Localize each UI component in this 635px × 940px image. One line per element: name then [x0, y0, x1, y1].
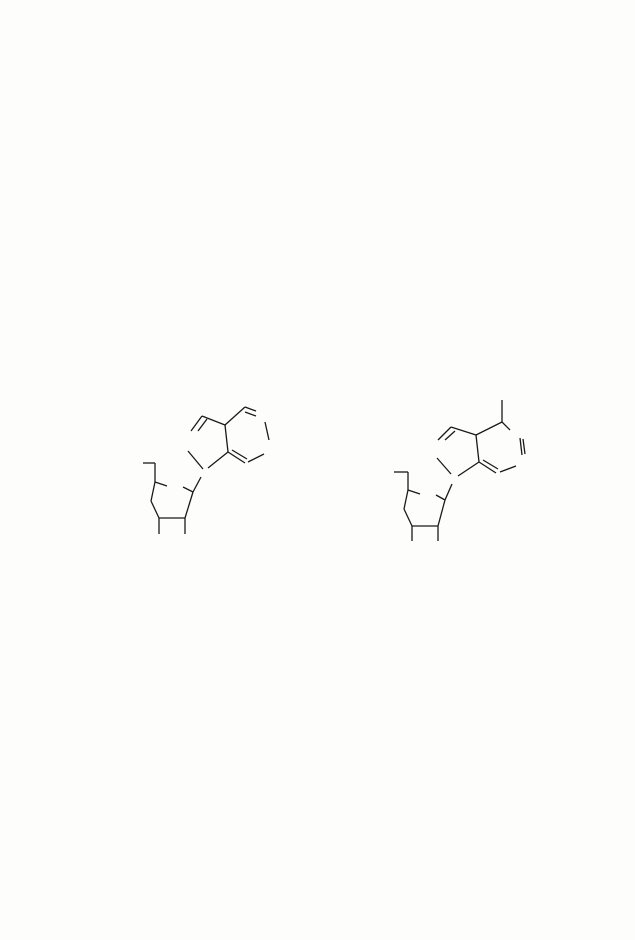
adenosine-structure-svg — [330, 380, 580, 570]
nebularine-structure-svg — [75, 384, 325, 564]
nebularine-structure-figure — [75, 384, 325, 574]
adenosine-structure-figure — [330, 380, 580, 580]
